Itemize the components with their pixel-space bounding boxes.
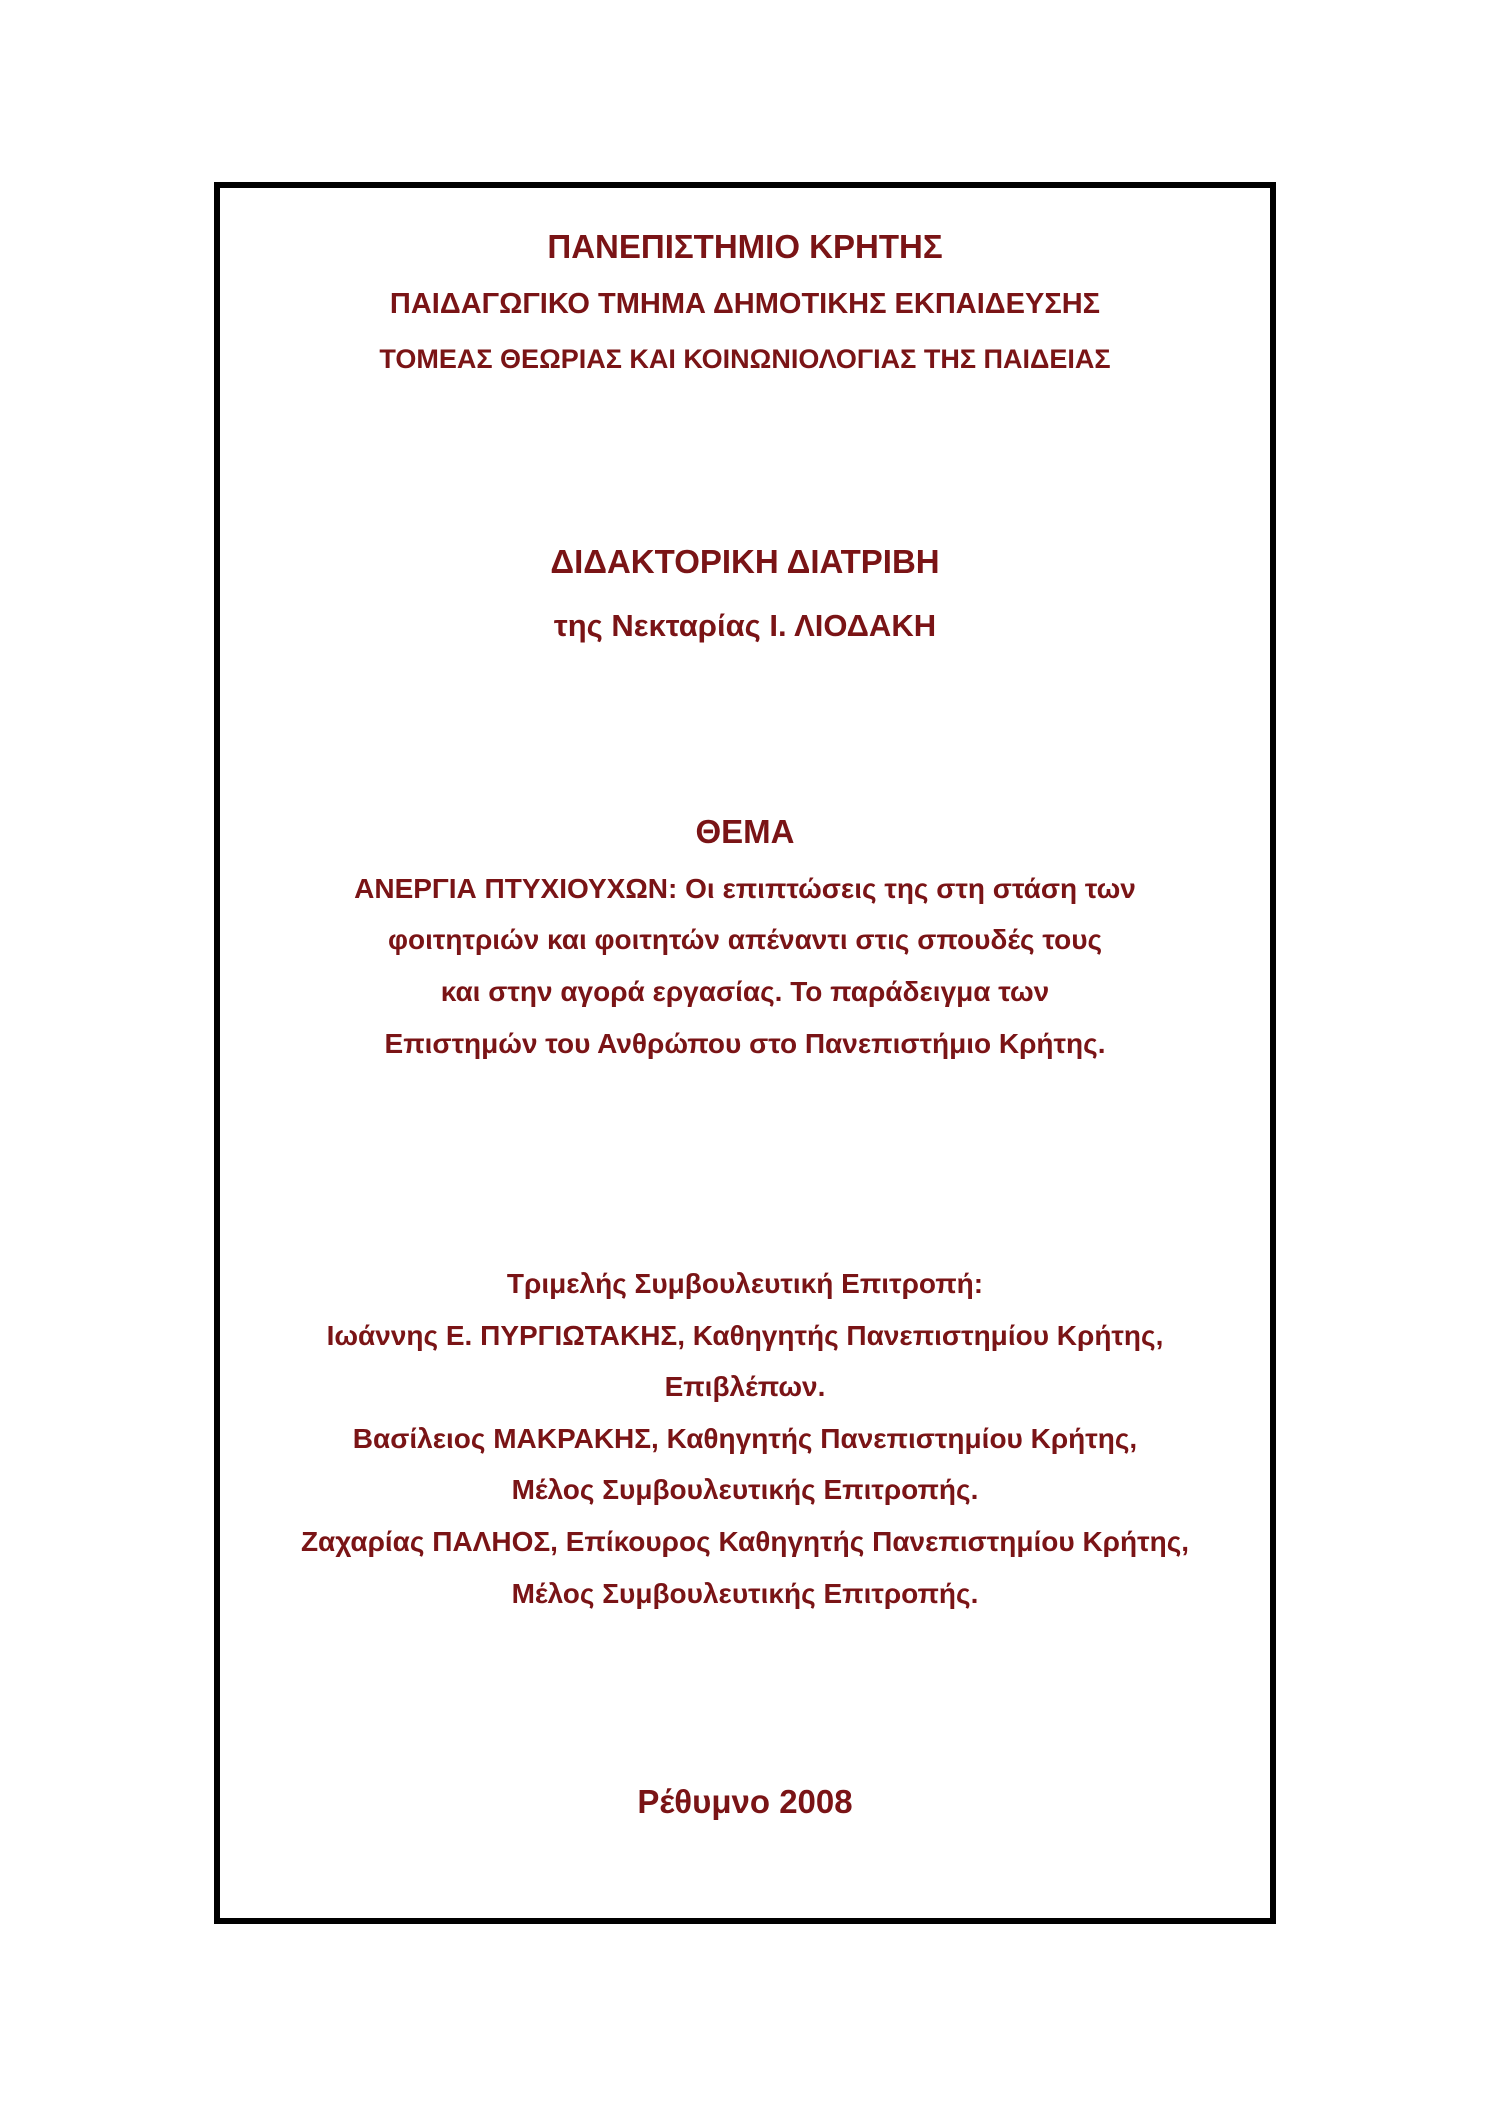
committee-line: Μέλος Συμβουλευτικής Επιτροπής. [511,1474,979,1505]
place-and-year: Ρέθυμνο 2008 [637,1783,853,1820]
theme-line: και στην αγορά εργασίας. Το παράδειγμα των [440,976,1050,1007]
committee-line: Ζαχαρίας ΠΑΛΗΟΣ, Επίκουρος Καθηγητής Πανεπιστημίου Κρήτης, [300,1526,1190,1557]
committee-line: Μέλος Συμβουλευτικής Επιτροπής. [511,1578,979,1609]
department-name: ΠΑΙΔΑΓΩΓΙΚΟ ΤΜΗΜΑ ΔΗΜΟΤΙΚΗΣ ΕΚΠΑΙΔΕΥΣΗΣ [389,288,1101,320]
committee-line: Βασίλειος ΜΑΚΡΑΚΗΣ, Καθηγητής Πανεπιστημίου Κρήτης, [352,1423,1138,1454]
committee-line: Ιωάννης Ε. ΠΥΡΓΙΩΤΑΚΗΣ, Καθηγητής Πανεπιστημίου Κρήτης, [326,1320,1164,1351]
committee-heading: Τριμελής Συμβουλευτική Επιτροπή: [506,1268,984,1299]
thesis-author: της Νεκταρίας Ι. ΛΙΟΔΑΚΗ [553,608,937,643]
thesis-type: ΔΙΔΑΚΤΟΡΙΚΗ ΔΙΑΤΡΙΒΗ [550,543,940,580]
university-name: ΠΑΝΕΠΙΣΤΗΜΙΟ ΚΡΗΤΗΣ [547,228,943,265]
theme-label: ΘΕΜΑ [695,813,795,850]
committee-line: Επιβλέπων. [664,1371,826,1402]
theme-line: Επιστημών του Ανθρώπου στο Πανεπιστήμιο Κρήτης. [384,1028,1106,1059]
theme-line: ΑΝΕΡΓΙΑ ΠΤΥΧΙΟΥΧΩΝ: Οι επιπτώσεις της στη στάση των [354,873,1136,904]
theme-line: φοιτητριών και φοιτητών απέναντι στις σπουδές τους [387,924,1103,955]
sector-name: ΤΟΜΕΑΣ ΘΕΩΡΙΑΣ ΚΑΙ ΚΟΙΝΩΝΙΟΛΟΓΙΑΣ ΤΗΣ ΠΑΙΔΕΙΑΣ [379,344,1111,374]
